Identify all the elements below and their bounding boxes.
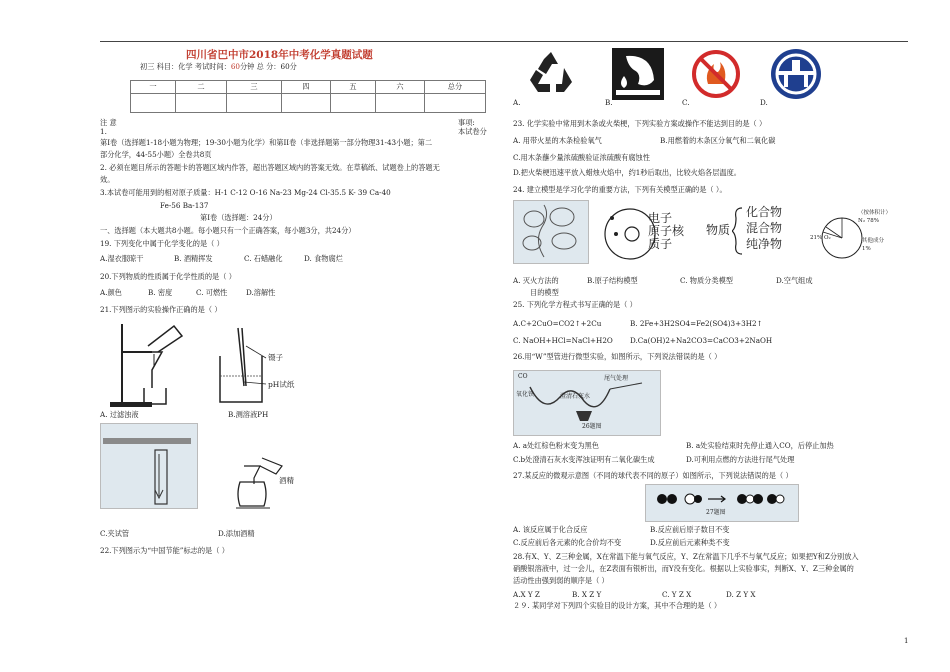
china-energy-saving-icon [768, 46, 824, 102]
page-number: 1 [904, 637, 909, 645]
fig26-caption: 26题图 [582, 423, 602, 430]
notice-label: 注 意 [100, 118, 117, 127]
air-label-o2: 21% O₂ [810, 235, 831, 241]
q20-option-a: A.颜色 [100, 288, 122, 297]
q22-option-d: D. [760, 98, 768, 107]
matter-label-pure: 纯净物 [746, 237, 783, 251]
notice-item1: 第I卷（选择题1-18小题为物理；19-30小题为化学）和第II卷（非选择题第一部分物理31-43小题；第二 [100, 138, 433, 147]
q25-option-b: B. 2Fe+3H2SO4=Fe2(SO4)3+3H2↑ [630, 319, 763, 328]
section-instruction: 一、选择题（本大题共8小题。每小题只有一个正确答案，每小题3分，共24分） [100, 226, 356, 235]
score-cell[interactable] [176, 94, 227, 113]
q27-option-c: C.反应前后各元素的化合价均不变 [513, 538, 622, 547]
q20-option-d: D.溶解性 [246, 288, 276, 297]
q22-option-b: B. [605, 98, 613, 107]
q20-option-c: C. 可燃性 [196, 288, 228, 297]
air-label-volume: （按体积计） [858, 210, 892, 216]
atom-label-electron: 电子 [648, 211, 673, 225]
fig26-tail: 尾气处理 [604, 375, 629, 382]
filtration-figure [108, 318, 188, 410]
q22-option-c: C. [682, 98, 690, 107]
notice-item3: 3.本试卷可能用到的相对原子质量：H-1 C-12 O-16 Na-23 Mg-24 Cl-35.5 K- 39 Ca-40 [100, 188, 391, 197]
q29-stem: ２９. 某同学对下列四个实验目的设计方案，其中不合理的是（ ） [513, 601, 722, 610]
q21-caption-c: C.夹试管 [100, 529, 130, 538]
score-cell[interactable] [131, 94, 176, 113]
q28-line1: 28.有X、Y、Z三种金属，X在常温下能与氧气反应，Y、Z在常温下几乎不与氧气反应；如果把Y和Z分别放入 [513, 552, 859, 561]
q28-option-a: A.X Y Z [513, 590, 540, 599]
q23-option-a: A. 用带火星的木条检验氧气 [513, 136, 602, 145]
q28-option-b: B. X Z Y [572, 590, 602, 599]
q19-option-b: B. 酒精挥发 [174, 254, 213, 263]
notice-item2b: 效。 [100, 175, 115, 184]
q21-caption-d: D.添加酒精 [218, 529, 255, 538]
q27-option-d: D.反应前后元素种类不变 [650, 538, 730, 547]
atom-label-nucleus: 原子核 [648, 224, 685, 238]
score-header: 三 [227, 81, 282, 94]
q24-option-b: B.原子结构模型 [587, 276, 638, 285]
q23-option-c: C.用木条蘸少量浓硫酸验证浓硫酸有腐蚀性 [513, 153, 650, 162]
q19-option-d: D. 食物腐烂 [304, 254, 343, 263]
fig26-limewater: 澄清石灰水 [560, 393, 591, 400]
q25-option-a: A.C+2CuO=CO2↑+2Cu [513, 319, 602, 328]
score-header: 四 [282, 81, 331, 94]
score-cell[interactable] [425, 94, 486, 113]
q23-stem: 23. 化学实验中常用到木条或火柴梗，下列实验方案或操作不能达到目的是（ ） [513, 119, 767, 128]
q21-caption-b: B.测溶液PH [228, 410, 269, 419]
q26-option-a: A. a处红棕色粉末变为黑色 [513, 441, 599, 450]
air-label-n2: N₂ 78% [858, 218, 879, 224]
q23-option-d: D.把火柴梗迅速平放入蜡烛火焰中，约1秒后取出，比较火焰各层温度。 [513, 168, 741, 177]
tweezers-label: 镊子 [268, 353, 283, 362]
matter-label-compound: 化合物 [746, 205, 783, 219]
score-table [130, 80, 486, 113]
fig27-caption: 27题图 [706, 509, 726, 516]
water-saving-icon [612, 48, 664, 100]
matter-label-mixture: 混合物 [746, 221, 783, 235]
exam-info: 初三 科目：化学 考试时间：60分钟 总 分：60分 [140, 62, 297, 71]
alcohol-label: 酒精 [279, 476, 294, 485]
q24-option-d: D.空气组成 [776, 276, 813, 285]
ph-paper-label: pH试纸 [268, 380, 295, 389]
score-cell[interactable] [227, 94, 282, 113]
q19-option-a: A.湿衣服晾干 [100, 254, 144, 263]
q25-option-c: C. NaOH+HCl=NaCl+H2O [513, 336, 613, 345]
q22-option-a: A. [513, 98, 521, 107]
q24-option-a: A. 灭火方法的 [513, 276, 559, 285]
notice-item1-num: 1. [100, 127, 107, 136]
notice-item3b: Fe-56 Ba-137 [160, 201, 209, 210]
q24-option-c: C. 物质分类模型 [680, 276, 733, 285]
page-title: 四川省巴中市2018年中考化学真题试题 [186, 49, 373, 61]
q19-option-c: C. 石蜡融化 [244, 254, 283, 263]
ph-test-figure [212, 326, 302, 406]
q25-stem: 25. 下列化学方程式书写正确的是（ ） [513, 300, 637, 309]
q27-option-b: B.反应前后原子数目不变 [650, 525, 730, 534]
atom-label-proton: 质子 [648, 237, 673, 251]
fig26-co: CO [518, 373, 528, 380]
q24-stem: 24. 建立模型是学习化学的重要方法，下列有关模型正确的是（ ）。 [513, 185, 727, 194]
top-rule [100, 41, 908, 42]
q19-stem: 19. 下列变化中属于化学变化的是（ ） [100, 239, 224, 248]
q26-option-d: D.可利用点燃的方法进行尾气处理 [686, 455, 795, 464]
score-header: 一 [131, 81, 176, 94]
score-cell[interactable] [282, 94, 331, 113]
notice-item1b: 部分化学，44-55小题）全卷共8页 [100, 150, 212, 159]
no-fire-icon [690, 48, 744, 100]
q25-option-d: D.Ca(OH)2+Na2CO3=CaCO3+2NaOH [630, 336, 773, 345]
q26-stem: 26.用“W”型管进行微型实验，如图所示，下列说法错误的是（ ） [513, 352, 722, 361]
q21-stem: 21.下列图示的实验操作正确的是（ ） [100, 305, 222, 314]
section-title: 第I卷（选择题：24分） [200, 213, 277, 222]
q23-option-b: B.用燃着的木条区分氧气和二氧化碳 [660, 136, 776, 145]
q26-option-b: B. a处实验结束时先停止通入CO，后停止加热 [686, 441, 834, 450]
q28-option-c: C. Y Z X [662, 590, 692, 599]
fire-extinguish-model [513, 200, 589, 264]
q28-option-d: D. Z Y X [726, 590, 756, 599]
score-cell[interactable] [331, 94, 376, 113]
notice-right-text: 本试卷分 [458, 127, 487, 136]
recycle-icon [524, 48, 578, 100]
q20-option-b: B. 密度 [148, 288, 173, 297]
air-label-other: 其他成分 [862, 238, 885, 244]
notice-item2: 2. 必须在题目所示的答题卡的答题区域内作答，超出答题区域内的答案无效。在草稿纸、试题卷上的答题无 [100, 163, 440, 172]
q27-stem: 27.某反应的微观示意图（不同的球代表不同的原子）如图所示，下列说法错误的是（ ） [513, 471, 793, 480]
fig26-iron-oxide: 氧化铁 [516, 391, 535, 398]
score-header: 五 [331, 81, 376, 94]
q28-line2: 硝酸银溶液中，过一会儿，在Z表面有银析出，而Y没有变化。根据以上实验事实，判断X、Y、Z三种金属的 [513, 564, 854, 573]
score-header: 六 [376, 81, 425, 94]
notice-right-label: 事项: [458, 118, 475, 127]
score-header: 总分 [425, 81, 486, 94]
q21-caption-a: A. 过滤浊液 [100, 410, 139, 419]
q27-option-a: A. 该反应属于化合反应 [513, 525, 588, 534]
q20-stem: 20.下列物质的性质属于化学性质的是（ ） [100, 272, 236, 281]
matter-bracket [732, 206, 744, 256]
q24-option-a-line2: 目的模型 [530, 288, 559, 297]
matter-label: 物质 [706, 223, 731, 237]
q22-stem: 22.下列图示为“中国节能”标志的是（ ） [100, 546, 229, 555]
q26-option-c: C.b处澄清石灰水变浑浊证明有二氧化碳生成 [513, 455, 655, 464]
test-tube-clamp-photo [100, 423, 198, 509]
q28-line3: 活动性由强到弱的顺序是（ ） [513, 576, 609, 585]
score-cell[interactable] [376, 94, 425, 113]
score-header: 二 [176, 81, 227, 94]
air-label-other-pct: 1% [862, 246, 871, 252]
